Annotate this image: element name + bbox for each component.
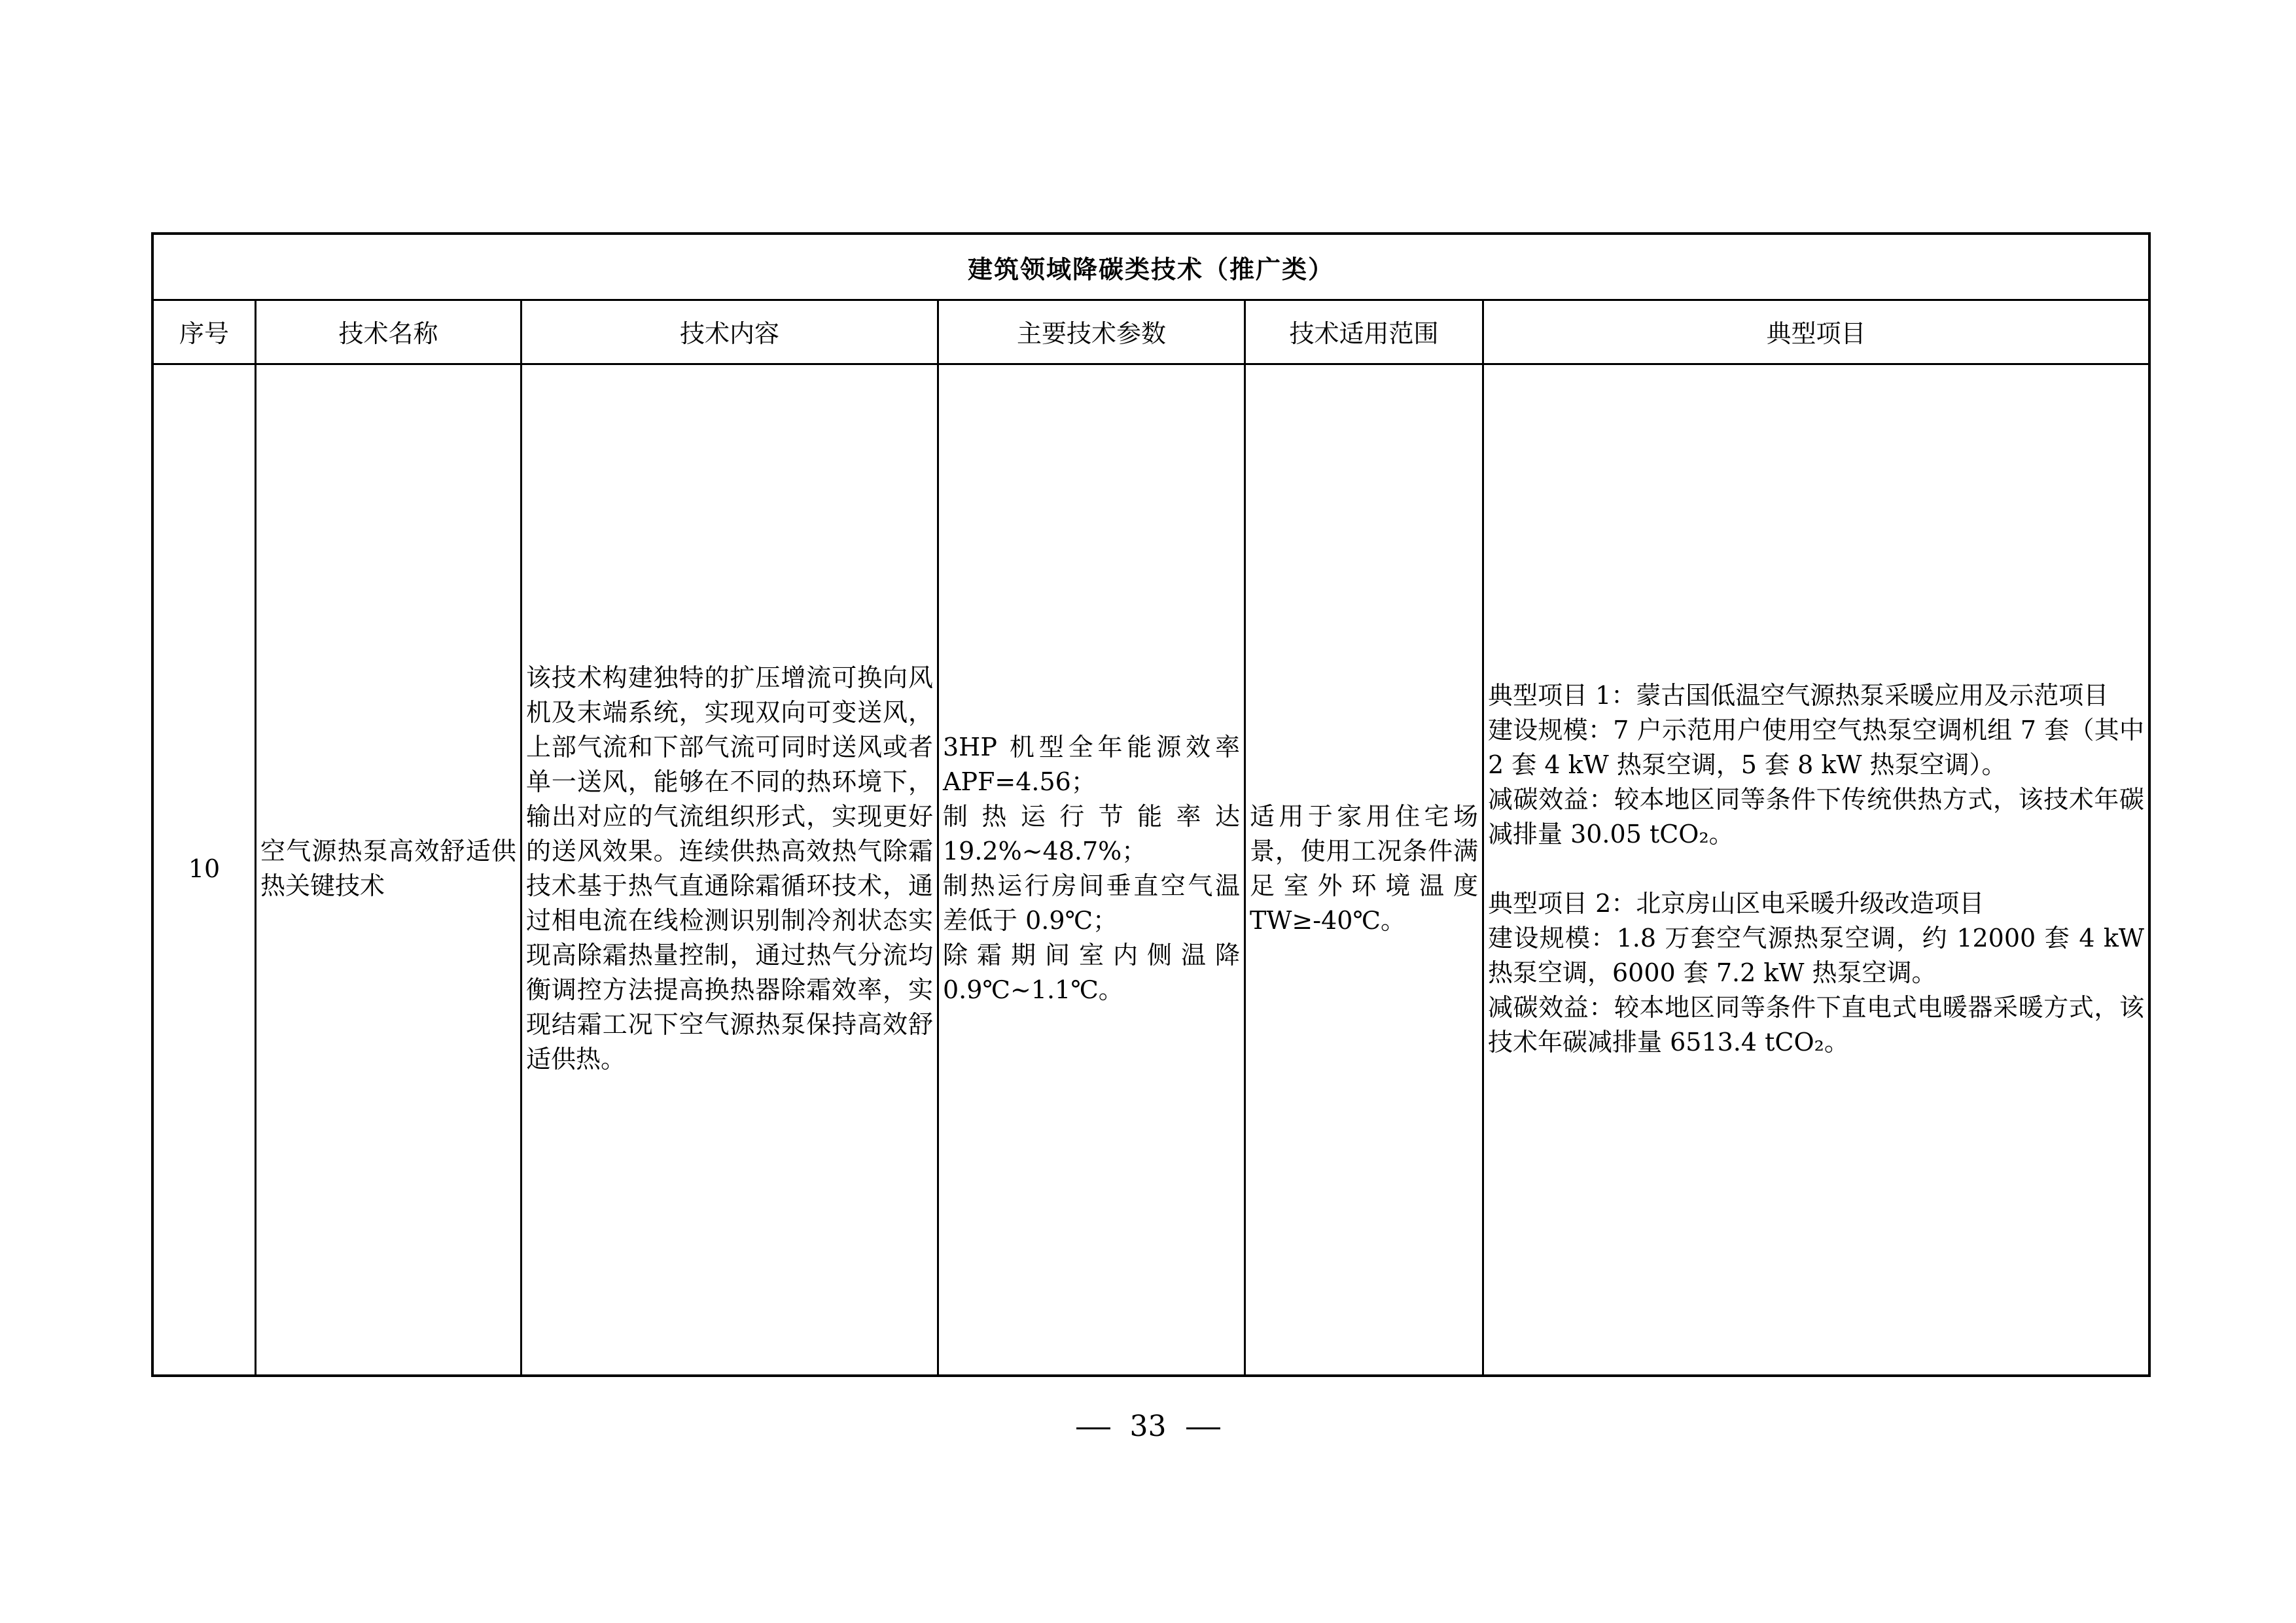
- row-scope-cell: [1246, 363, 1484, 1374]
- row-tech-content: 该技术构建独特的扩压增流可换向风机及末端系统，实现双向可变送风，上部气流和下部气流可同时送风或者单一送风，能够在不同的热环境下，输出对应的气流组织形式，实现更好的送风效果。连续供热高效热气除霜技术基于热气直通除霜循环技术，通过相电流在线检测识别制冷剂状态实现高除霜热量控制，通过热气分流均衡调控方法提高换热器除霜效率，实现结霜工况下空气源热泵保持高效舒适供热。: [526, 663, 933, 1073]
- project-1-benefit: 减碳效益：较本地区同等条件下传统供热方式，该技术年碳减排量 30.05 tCO₂。: [1488, 784, 2144, 848]
- row-params: [943, 730, 1240, 1007]
- param-line: 制热运行房间垂直空气温差低于 0.9℃；: [943, 871, 1240, 935]
- page-dash-right: [1186, 1427, 1220, 1429]
- project-1-title: 典型项目 1：蒙古国低温空气源热泵采暖应用及示范项目: [1488, 680, 2109, 710]
- row-tech-name: 空气源热泵高效舒适供热关键技术: [260, 837, 516, 900]
- project-2-title: 典型项目 2：北京房山区电采暖升级改造项目: [1488, 888, 1985, 918]
- header-index: 序号: [154, 299, 256, 363]
- row-params-cell: [939, 363, 1246, 1374]
- row-name-cell: [256, 363, 522, 1374]
- page-number: [0, 1410, 2296, 1443]
- row-index: 10: [188, 854, 221, 883]
- param-line: 3HP 机型全年能源效率APF=4.56；: [943, 733, 1240, 796]
- project-1-scale: 建设规模：7 户示范用户使用空气热泵空调机组 7 套（其中 2 套 4 kW 热泵空调，5 套 8 kW 热泵空调）。: [1488, 715, 2144, 779]
- page-number-text: 33: [1129, 1410, 1167, 1443]
- row-content-cell: [522, 363, 939, 1374]
- page-dash-left: [1076, 1427, 1110, 1429]
- row-index-cell: [154, 363, 256, 1374]
- table-row: [154, 363, 2148, 1374]
- header-main-params: 主要技术参数: [939, 299, 1246, 363]
- technology-table: [151, 232, 2151, 1377]
- header-tech-name: 技术名称: [256, 299, 522, 363]
- row-projects: [1488, 678, 2144, 1060]
- project-2-scale: 建设规模：1.8 万套空气源热泵空调，约 12000 套 4 kW 热泵空调，6000 套 7.2 kW 热泵空调。: [1488, 923, 2144, 987]
- header-scope: 技术适用范围: [1246, 299, 1484, 363]
- table-header-row: [154, 299, 2148, 365]
- param-line: 制热运行节能率达19.2%~48.7%；: [943, 802, 1240, 865]
- row-projects-cell: [1484, 363, 2148, 1374]
- row-scope: 适用于家用住宅场景，使用工况条件满足室外环境温度TW≥-40℃。: [1250, 802, 1478, 935]
- project-2-benefit: 减碳效益：较本地区同等条件下直电式电暖器采暖方式，该技术年碳减排量 6513.4 tCO₂。: [1488, 992, 2144, 1056]
- table-title: 建筑领域降碳类技术（推广类）: [154, 235, 2148, 301]
- header-tech-content: 技术内容: [522, 299, 939, 363]
- param-line: 除霜期间室内侧温降0.9℃~1.1℃。: [943, 941, 1240, 1004]
- header-typical-projects: 典型项目: [1766, 319, 1866, 348]
